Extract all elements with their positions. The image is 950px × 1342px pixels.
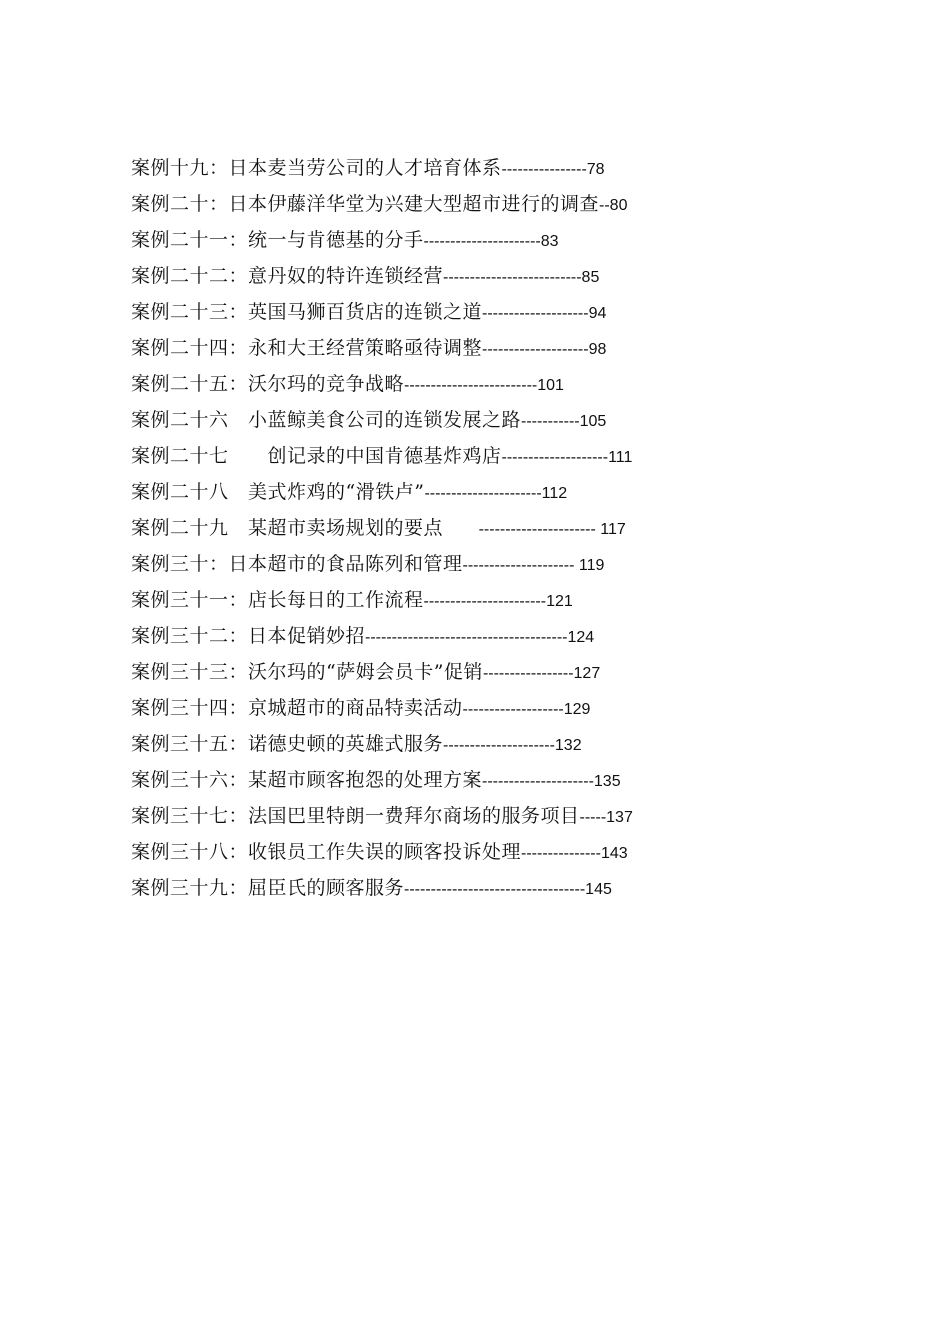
toc-entry-page-number: 112 <box>541 485 568 502</box>
toc-entry-page-number: 137 <box>606 809 633 826</box>
toc-dot-leader: -------------------- <box>482 305 589 322</box>
toc-dot-leader: ----------------------- <box>423 593 547 610</box>
toc-entry <box>131 402 911 438</box>
toc-dot-leader: ----------- <box>521 413 580 430</box>
toc-entry-page-number: 121 <box>546 593 573 610</box>
table-of-contents <box>131 150 911 906</box>
toc-entry-page-number: 132 <box>554 737 582 754</box>
toc-entry-title: 案例二十九 某超市卖场规划的要点 <box>131 517 444 539</box>
toc-entry-page-number: 105 <box>579 413 607 430</box>
toc-entry <box>131 546 911 582</box>
toc-entry-page-number: 124 <box>567 629 595 646</box>
toc-entry-title: 案例二十六 小蓝鲸美食公司的连锁发展之路 <box>131 409 522 431</box>
toc-entry-title: 案例二十七 创记录的中国肯德基炸鸡店 <box>131 445 502 467</box>
toc-entry <box>131 438 911 474</box>
toc-entry <box>131 618 911 654</box>
toc-entry-page-number: 83 <box>540 233 559 250</box>
toc-entry <box>131 582 911 618</box>
toc-entry <box>131 870 911 906</box>
toc-entry <box>131 186 911 222</box>
toc-entry-page-number: 85 <box>581 269 600 286</box>
toc-entry-page-number: 111 <box>608 449 633 466</box>
toc-entry <box>131 474 911 510</box>
toc-entry <box>131 330 911 366</box>
toc-entry-title: 案例十九：日本麦当劳公司的人才培育体系 <box>131 157 502 179</box>
toc-entry-title: 案例三十一：店长每日的工作流程 <box>131 589 424 611</box>
toc-entry-page-number: 135 <box>593 773 621 790</box>
toc-entry-page-number: 129 <box>563 701 591 718</box>
toc-entry-page-number: 98 <box>588 341 607 358</box>
toc-dot-leader: ---------------------- <box>443 521 601 538</box>
toc-entry <box>131 654 911 690</box>
toc-entry-page-number: 78 <box>586 161 605 178</box>
toc-entry-title: 案例三十五：诺德史顿的英雄式服务 <box>131 733 444 755</box>
toc-entry <box>131 294 911 330</box>
toc-entry <box>131 150 911 186</box>
toc-dot-leader: --------------- <box>521 845 601 862</box>
toc-dot-leader: ---------------------- <box>424 485 542 502</box>
toc-entry <box>131 366 911 402</box>
toc-entry-title: 案例二十四：永和大王经营策略亟待调整 <box>131 337 483 359</box>
toc-dot-leader: ----- <box>579 809 607 826</box>
toc-dot-leader: -------------------- <box>501 449 609 466</box>
toc-entry <box>131 798 911 834</box>
toc-entry-page-number: 145 <box>585 881 612 898</box>
toc-dot-leader: --------------------- <box>482 773 594 790</box>
toc-dot-leader: -- <box>599 197 610 214</box>
toc-dot-leader: -------------------- <box>482 341 589 358</box>
toc-entry-page-number: 94 <box>588 305 607 322</box>
toc-entry <box>131 690 911 726</box>
toc-entry-title: 案例三十三：沃尔玛的“萨姆会员卡”促销 <box>131 661 483 683</box>
toc-entry-title: 案例三十八：收银员工作失误的顾客投诉处理 <box>131 841 522 863</box>
toc-entry-title: 案例二十二：意丹奴的特许连锁经营 <box>131 265 444 287</box>
toc-entry <box>131 258 911 294</box>
toc-dot-leader: ---------------------- <box>423 233 541 250</box>
toc-entry-title: 案例三十六：某超市顾客抱怨的处理方案 <box>131 769 483 791</box>
toc-dot-leader: --------------------- <box>443 737 555 754</box>
toc-dot-leader: ----------------- <box>482 665 574 682</box>
toc-entry <box>131 510 911 546</box>
toc-dot-leader: -------------------------------------- <box>365 629 568 646</box>
toc-entry-title: 案例二十八 美式炸鸡的“滑铁卢” <box>131 481 425 503</box>
toc-entry-title: 案例二十一：统一与肯德基的分手 <box>131 229 424 251</box>
toc-entry-title: 案例二十五：沃尔玛的竞争战略 <box>131 373 405 395</box>
toc-entry-page-number: 119 <box>578 557 605 574</box>
toc-entry-title: 案例三十二：日本促销妙招 <box>131 625 366 647</box>
toc-entry-title: 案例二十：日本伊藤洋华堂为兴建大型超市进行的调查 <box>131 193 600 215</box>
toc-dot-leader: --------------------- <box>462 557 579 574</box>
toc-dot-leader: ------------------- <box>462 701 564 718</box>
toc-entry-title: 案例二十三：英国马狮百货店的连锁之道 <box>131 301 483 323</box>
toc-entry <box>131 726 911 762</box>
toc-dot-leader: ---------------------------------- <box>404 881 586 898</box>
toc-entry-page-number: 127 <box>573 665 601 682</box>
toc-entry-page-number: 101 <box>537 377 564 394</box>
toc-entry-page-number: 80 <box>609 197 628 214</box>
toc-entry <box>131 222 911 258</box>
toc-entry <box>131 834 911 870</box>
toc-entry-page-number: 117 <box>600 521 626 538</box>
toc-entry-title: 案例三十四：京城超市的商品特卖活动 <box>131 697 463 719</box>
toc-entry-page-number: 143 <box>600 845 628 862</box>
toc-entry-title: 案例三十：日本超市的食品陈列和管理 <box>131 553 463 575</box>
toc-dot-leader: -------------------------- <box>443 269 582 286</box>
toc-entry-title: 案例三十七：法国巴里特朗一费拜尔商场的服务项目 <box>131 805 580 827</box>
toc-entry <box>131 762 911 798</box>
toc-dot-leader: ------------------------- <box>404 377 538 394</box>
toc-dot-leader: ---------------- <box>501 161 587 178</box>
toc-entry-title: 案例三十九：屈臣氏的顾客服务 <box>131 877 405 899</box>
